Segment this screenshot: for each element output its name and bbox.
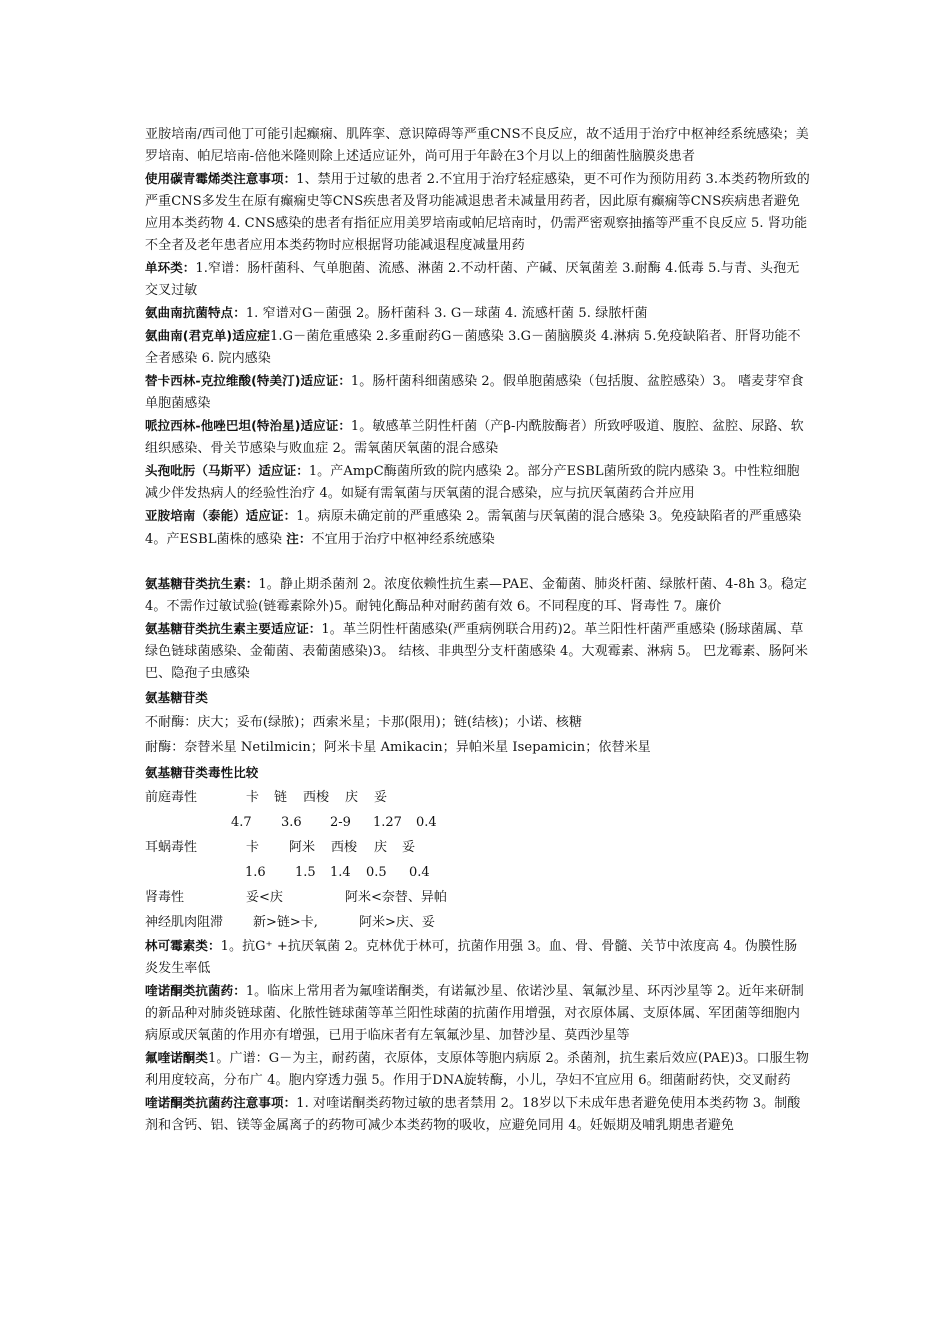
drug-name: 庆 (345, 790, 359, 805)
paragraph-ticarcillin (145, 370, 810, 415)
drug-name: 西梭 (303, 790, 330, 805)
toxicity-value: 1.4 (330, 865, 351, 880)
cochlear-toxicity-row (145, 835, 810, 860)
paragraph-text: 1.窄谱：肠杆菌科、气单胞菌、流感、淋菌 2.不动杆菌、产碱、厌氧菌差 3.耐酶 4.低毒 5.与青、头孢无交叉过敏 (145, 261, 800, 298)
resistant-line: 耐酶：奈替米星 Netilmicin；阿米卡星 Amikacin；异帕米星 Isepamicin；依替米星 (145, 740, 651, 755)
not-resistant-line: 不耐酶：庆大；妥布(绿脓)；西索米星；卡那(限用)；链(结核)；小诺、核糖 (145, 715, 583, 730)
cochlear-values-row (145, 860, 810, 885)
paragraph-heading: 氟喹诺酮类 (145, 1050, 209, 1065)
paragraph-text: 1。产AmpC酶菌所致的院内感染 2。部分产ESBL菌所致的院内感染 3。中性粒细胞减少伴发热病人的经验性治疗 4。如疑有需氧菌与厌氧菌的混合感染，应与抗厌氧菌药合并应用 (145, 464, 800, 501)
drug-name: 卡 (246, 840, 260, 855)
drug-name: 妥 (402, 840, 416, 855)
neuromuscular-comparison: 阿米>庆、妥 (359, 915, 435, 930)
note-label: 注： (286, 531, 312, 546)
paragraph-heading: 替卡西林-克拉维酸(特美汀)适应证： (145, 373, 351, 388)
paragraph-heading: 氨基糖苷类抗生素： (145, 576, 259, 591)
paragraph-text: 1。敏感革兰阴性杆菌（产β-内酰胺酶者）所致呼吸道、腹腔、盆腔、尿路、软组织感染、骨关节感染与败血症 2。需氧菌厌氧菌的混合感染 (145, 419, 804, 456)
renal-comparison: 阿米<奈替、异帕 (345, 890, 447, 905)
neuromuscular-label: 神经肌肉阻滞 (145, 915, 224, 930)
paragraph-heading: 氨曲南抗菌特点： (145, 305, 246, 320)
paragraph-text: 亚胺培南/西司他丁可能引起癫痫、肌阵挛、意识障碍等严重CNS不良反应，故不适用于治疗中枢神经系统感染；美罗培南、帕尼培南-倍他米隆则除上述适应证外，尚可用于年龄在3个月以上的细菌性脑膜炎患者 (145, 127, 809, 164)
paragraph-text: 1.G－菌危重感染 2.多重耐药G－菌感染 3.G－菌脑膜炎 4.淋病 5.免疫缺陷者、肝肾功能不全者感染 6. 院内感染 (145, 329, 801, 366)
drug-name: 链 (274, 790, 288, 805)
drug-name: 妥 (374, 790, 388, 805)
paragraph-text: 1。肠杆菌科细菌感染 2。假单胞菌感染（包括腹、盆腔感染）3。 嗜麦芽窄食单胞菌感染 (145, 374, 804, 411)
toxicity-value: 0.4 (416, 815, 437, 830)
toxicity-value: 1.5 (295, 865, 316, 880)
paragraph-heading: 喹诺酮类抗菌药注意事项： (145, 1095, 297, 1110)
renal-comparison: 妥<庆 (246, 890, 283, 905)
paragraph-carbapenem-precautions (145, 168, 810, 257)
paragraph-quinolone-precautions (145, 1092, 810, 1137)
paragraph-heading: 头孢吡肟（马斯平）适应证： (145, 463, 309, 478)
paragraph-text: 1。广谱：G－为主，耐药菌，衣原体，支原体等胞内病原 2。杀菌剂，抗生素后效应(PAE)3。口服生物利用度较高，分布广 4。胞内穿透力强 5。作用于DNA旋转酶，小儿，孕妇不宜应用 6。细菌耐药快，交叉耐药 (145, 1051, 809, 1088)
neuromuscular-row (145, 910, 810, 935)
toxicity-value: 1.27 (373, 815, 402, 830)
paragraph-cefepime (145, 460, 810, 505)
drug-name: 卡 (246, 790, 260, 805)
paragraph-text: 1。病原未确定前的严重感染 2。需氧菌与厌氧菌的混合感染 3。免疫缺陷者的严重感染 4。产ESBL菌株的感染 (145, 509, 802, 547)
paragraph-aminoglycosides (145, 573, 810, 618)
drug-name: 庆 (374, 840, 388, 855)
document-page (145, 124, 810, 1137)
paragraph-quinolones (145, 980, 810, 1047)
vestibular-toxicity-row (145, 785, 810, 810)
drug-name: 阿米 (289, 840, 316, 855)
paragraph-aztreonam-indications (145, 325, 810, 370)
toxicity-value: 0.5 (366, 865, 387, 880)
renal-toxicity-row (145, 885, 810, 910)
paragraph-text: 1. 窄谱对G－菌强 2。肠杆菌科 3. G－球菌 4. 流感杆菌 5. 绿脓杆菌 (245, 306, 648, 321)
paragraph-imipenem-indications (145, 505, 810, 551)
paragraph-heading: 哌拉西林-他唑巴坦(特治星)适应证： (145, 418, 351, 433)
paragraph-piperacillin (145, 415, 810, 460)
paragraph-fluoroquinolones (145, 1047, 810, 1092)
paragraph-aztreonam-features (145, 302, 810, 325)
vestibular-label: 前庭毒性 (145, 790, 198, 805)
paragraph-imipenem-cns (145, 124, 810, 168)
renal-label: 肾毒性 (145, 890, 185, 905)
spacer (145, 551, 810, 573)
aminoglycoside-heading: 氨基糖苷类 (145, 690, 209, 705)
paragraph-heading: 使用碳青霉烯类注意事项： (145, 171, 297, 186)
vestibular-values-row (145, 810, 810, 835)
paragraph-aminoglycoside-indications (145, 618, 810, 685)
toxicity-value: 3.6 (281, 815, 302, 830)
paragraph-text: 1。静止期杀菌剂 2。浓度依赖性抗生素—PAE、金葡菌、肺炎杆菌、绿脓杆菌、4-8h 3。稳定 4。不需作过敏试验(链霉素除外)5。耐钝化酶品种对耐药菌有效 6。不同程度的耳、肾毒性 7。廉价 (145, 577, 807, 614)
paragraph-text: 1。临床上常用者为氟喹诺酮类，有诺氟沙星、依诺沙星、氧氟沙星、环丙沙星等 2。近年来研制的新品种对肺炎链球菌、化脓性链球菌等革兰阳性球菌的抗菌作用增强，对衣原体属、支原体属、军团菌等细胞内病原或厌氧菌的作用亦有增强，已用于临床者有左氧氟沙星、加替沙星、莫西沙星等 (145, 984, 804, 1043)
drug-name: 西梭 (331, 840, 358, 855)
paragraph-heading: 单环类： (145, 260, 196, 275)
paragraph-text: 1。革兰阴性杆菌感染(严重病例联合用药)2。革兰阳性杆菌严重感染 (肠球菌属、草绿色链球菌感染、金葡菌、表葡菌感染)3。 结核、非典型分支杆菌感染 4。大观霉素、淋病 5。 巴龙霉素、肠阿米巴、隐孢子虫感染 (145, 622, 808, 681)
cochlear-label: 耳蜗毒性 (145, 840, 198, 855)
toxicity-value: 2-9 (330, 815, 351, 830)
paragraph-heading: 氨曲南(君克单)适应症 (145, 328, 271, 343)
paragraph-lincomycin (145, 935, 810, 980)
toxicity-heading: 氨基糖苷类毒性比较 (145, 765, 259, 780)
paragraph-monobactam (145, 257, 810, 302)
note-text: 不宜用于治疗中枢神经系统感染 (311, 532, 495, 547)
paragraph-heading: 亚胺培南（泰能）适应证： (145, 508, 297, 523)
paragraph-heading: 氨基糖苷类抗生素主要适应证： (145, 621, 322, 636)
toxicity-value: 1.6 (245, 865, 266, 880)
toxicity-value: 0.4 (409, 865, 430, 880)
paragraph-heading: 喹诺酮类抗菌药： (145, 983, 246, 998)
paragraph-text: 1、禁用于过敏的患者 2.不宜用于治疗轻症感染，更不可作为预防用药 3.本类药物所致的严重CNS多发生在原有癫痫史等CNS疾患者及肾功能减退患者未减量用药者，因此原有癫痫等CNS疾病患者避免应用本类药物 4. CNS感染的患者有指征应用美罗培南或帕尼培南时，仍需严密观察抽搐等严重不良反应 5. 肾功能不全者及老年患者应用本类药物时应根据肾功能减退程度减量用药 (145, 172, 810, 253)
paragraph-text: 1。抗G⁺ +抗厌氧菌 2。克林优于林可，抗菌作用强 3。血、骨、骨髓、关节中浓度高 4。伪膜性肠炎发生率低 (145, 939, 798, 976)
paragraph-text: 1. 对喹诺酮类药物过敏的患者禁用 2。18岁以下未成年患者避免使用本类药物 3。制酸剂和含钙、铝、镁等金属离子的药物可减少本类药物的吸收，应避免同用 4。妊娠期及哺乳期患者避免 (145, 1096, 801, 1133)
neuromuscular-comparison: 新>链>卡, (253, 915, 318, 930)
paragraph-heading: 林可霉素类： (145, 938, 221, 953)
toxicity-value: 4.7 (231, 815, 252, 830)
